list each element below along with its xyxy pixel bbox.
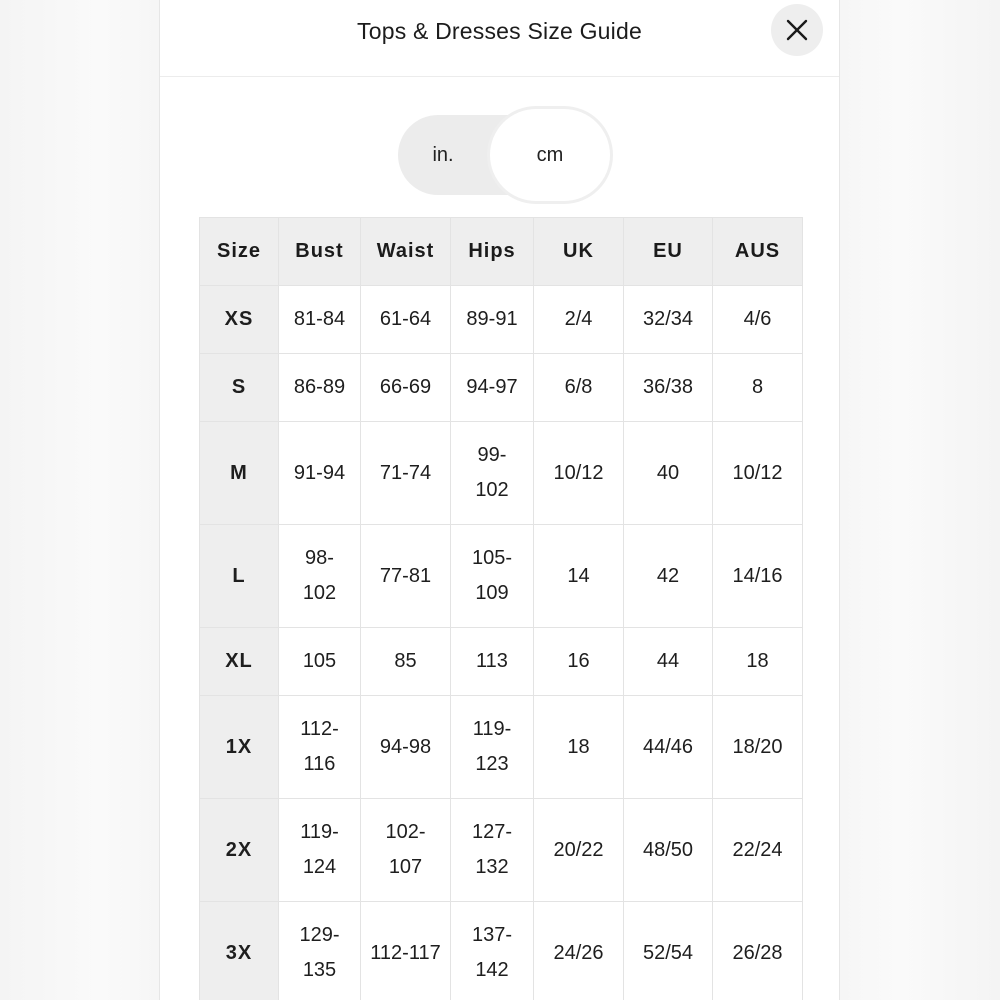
modal-header: [160, 0, 839, 77]
cell-eu: 40: [624, 422, 713, 525]
cell-uk: 24/26: [534, 902, 624, 1000]
cell-waist: 66-69: [361, 354, 451, 422]
header-eu: EU: [624, 218, 713, 286]
cell-hips: 105- 109: [451, 525, 534, 628]
table-row: [200, 628, 803, 696]
cell-eu: 44: [624, 628, 713, 696]
cell-eu: 48/50: [624, 799, 713, 902]
size-table: [199, 217, 803, 1000]
cell-bust: 86-89: [279, 354, 361, 422]
cell-size: 3X: [200, 902, 279, 1000]
cell-waist: 94-98: [361, 696, 451, 799]
cell-uk: 6/8: [534, 354, 624, 422]
cell-hips: 137- 142: [451, 902, 534, 1000]
cell-hips: 113: [451, 628, 534, 696]
cell-bust: 105: [279, 628, 361, 696]
cell-eu: 42: [624, 525, 713, 628]
cell-size: 1X: [200, 696, 279, 799]
cell-aus: 14/16: [713, 525, 803, 628]
table-row: [200, 696, 803, 799]
unit-option-cm[interactable]: cm: [536, 144, 564, 166]
header-hips: Hips: [451, 218, 534, 286]
header-aus: AUS: [713, 218, 803, 286]
cell-hips: 119- 123: [451, 696, 534, 799]
header-size: Size: [200, 218, 279, 286]
cell-size: XS: [200, 286, 279, 354]
unit-option-in[interactable]: in.: [432, 144, 454, 166]
cell-bust: 81-84: [279, 286, 361, 354]
cell-eu: 32/34: [624, 286, 713, 354]
cell-waist: 102- 107: [361, 799, 451, 902]
unit-toggle[interactable]: [398, 115, 610, 195]
cell-waist: 85: [361, 628, 451, 696]
cell-aus: 22/24: [713, 799, 803, 902]
cell-eu: 36/38: [624, 354, 713, 422]
table-row: [200, 799, 803, 902]
close-icon: [785, 18, 809, 42]
cell-aus: 4/6: [713, 286, 803, 354]
cell-waist: 61-64: [361, 286, 451, 354]
cell-bust: 98- 102: [279, 525, 361, 628]
cell-uk: 18: [534, 696, 624, 799]
cell-size: M: [200, 422, 279, 525]
header-uk: UK: [534, 218, 624, 286]
cell-eu: 44/46: [624, 696, 713, 799]
table-row: [200, 525, 803, 628]
cell-eu: 52/54: [624, 902, 713, 1000]
cell-size: XL: [200, 628, 279, 696]
cell-hips: 127- 132: [451, 799, 534, 902]
cell-bust: 112- 116: [279, 696, 361, 799]
table-row: [200, 902, 803, 1000]
header-bust: Bust: [279, 218, 361, 286]
cell-uk: 2/4: [534, 286, 624, 354]
header-waist: Waist: [361, 218, 451, 286]
cell-aus: 18/20: [713, 696, 803, 799]
cell-size: S: [200, 354, 279, 422]
cell-aus: 26/28: [713, 902, 803, 1000]
cell-bust: 91-94: [279, 422, 361, 525]
cell-waist: 112-117: [361, 902, 451, 1000]
table-row: [200, 422, 803, 525]
cell-bust: 119- 124: [279, 799, 361, 902]
table-row: [200, 286, 803, 354]
table-row: [200, 354, 803, 422]
cell-aus: 18: [713, 628, 803, 696]
cell-uk: 14: [534, 525, 624, 628]
modal-title: Tops & Dresses Size Guide: [357, 18, 642, 44]
cell-aus: 8: [713, 354, 803, 422]
cell-size: L: [200, 525, 279, 628]
cell-size: 2X: [200, 799, 279, 902]
cell-hips: 94-97: [451, 354, 534, 422]
close-button[interactable]: [771, 4, 823, 56]
cell-hips: 89-91: [451, 286, 534, 354]
table-header-row: [200, 218, 803, 286]
cell-waist: 71-74: [361, 422, 451, 525]
cell-waist: 77-81: [361, 525, 451, 628]
size-guide-modal: [159, 0, 840, 1000]
cell-hips: 99- 102: [451, 422, 534, 525]
cell-uk: 16: [534, 628, 624, 696]
cell-bust: 129- 135: [279, 902, 361, 1000]
cell-uk: 20/22: [534, 799, 624, 902]
cell-aus: 10/12: [713, 422, 803, 525]
cell-uk: 10/12: [534, 422, 624, 525]
